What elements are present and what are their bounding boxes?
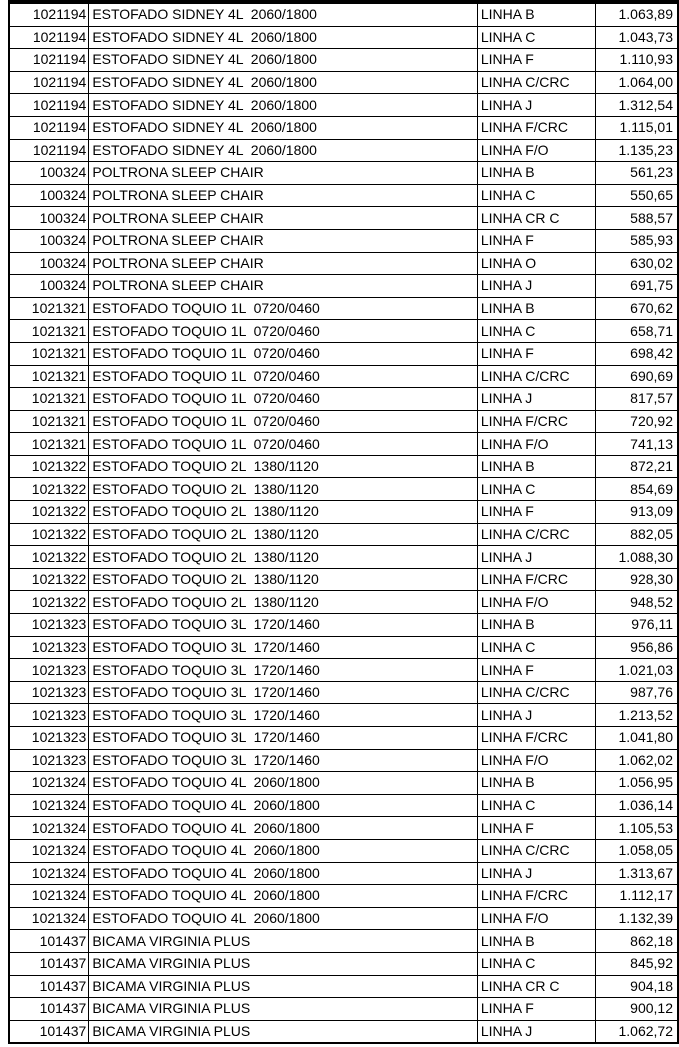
product-code-cell[interactable]: 1021194	[9, 71, 89, 94]
product-line-cell[interactable]: LINHA C	[477, 320, 595, 343]
price-cell[interactable]: 1.088,30	[595, 546, 678, 569]
product-code-cell[interactable]: 1021322	[9, 546, 89, 569]
product-description-cell[interactable]: ESTOFADO TOQUIO 2L 1380/1120	[89, 546, 478, 569]
table-row[interactable]	[9, 704, 678, 727]
product-description-cell[interactable]: ESTOFADO TOQUIO 1L 0720/0460	[89, 320, 478, 343]
product-code-cell[interactable]: 1021323	[9, 704, 89, 727]
price-cell[interactable]: 913,09	[595, 501, 678, 524]
product-line-cell[interactable]: LINHA F	[477, 659, 595, 682]
product-line-cell[interactable]: LINHA J	[477, 388, 595, 411]
product-line-cell[interactable]: LINHA C/CRC	[477, 681, 595, 704]
product-code-cell[interactable]: 1021324	[9, 839, 89, 862]
price-cell[interactable]: 658,71	[595, 320, 678, 343]
product-line-cell[interactable]: LINHA C	[477, 184, 595, 207]
product-description-cell[interactable]: ESTOFADO TOQUIO 4L 2060/1800	[89, 907, 478, 930]
table-row[interactable]	[9, 162, 678, 185]
table-row[interactable]	[9, 478, 678, 501]
product-description-cell[interactable]: ESTOFADO TOQUIO 3L 1720/1460	[89, 659, 478, 682]
product-description-cell[interactable]: ESTOFADO TOQUIO 1L 0720/0460	[89, 388, 478, 411]
product-code-cell[interactable]: 100324	[9, 275, 89, 298]
product-line-cell[interactable]: LINHA C/CRC	[477, 71, 595, 94]
product-description-cell[interactable]: ESTOFADO TOQUIO 1L 0720/0460	[89, 342, 478, 365]
product-line-cell[interactable]: LINHA C	[477, 26, 595, 49]
table-row[interactable]	[9, 94, 678, 117]
product-description-cell[interactable]: ESTOFADO TOQUIO 3L 1720/1460	[89, 681, 478, 704]
price-cell[interactable]: 1.312,54	[595, 94, 678, 117]
product-code-cell[interactable]: 101437	[9, 975, 89, 998]
product-line-cell[interactable]: LINHA F	[477, 49, 595, 72]
price-cell[interactable]: 987,76	[595, 681, 678, 704]
price-cell[interactable]: 976,11	[595, 614, 678, 637]
product-description-cell[interactable]: ESTOFADO SIDNEY 4L 2060/1800	[89, 71, 478, 94]
product-description-cell[interactable]: ESTOFADO SIDNEY 4L 2060/1800	[89, 139, 478, 162]
table-row[interactable]	[9, 365, 678, 388]
product-code-cell[interactable]: 1021322	[9, 478, 89, 501]
table-row[interactable]	[9, 229, 678, 252]
price-table	[8, 3, 679, 1044]
price-cell[interactable]: 1.115,01	[595, 116, 678, 139]
product-code-cell[interactable]: 1021321	[9, 388, 89, 411]
product-line-cell[interactable]: LINHA J	[477, 862, 595, 885]
product-line-cell[interactable]: LINHA B	[477, 614, 595, 637]
product-line-cell[interactable]: LINHA J	[477, 1020, 595, 1043]
product-code-cell[interactable]: 1021323	[9, 727, 89, 750]
price-cell[interactable]: 690,69	[595, 365, 678, 388]
product-line-cell[interactable]: LINHA C/CRC	[477, 523, 595, 546]
product-line-cell[interactable]: LINHA F	[477, 998, 595, 1021]
product-code-cell[interactable]: 1021194	[9, 94, 89, 117]
product-code-cell[interactable]: 1021323	[9, 681, 89, 704]
table-row[interactable]	[9, 523, 678, 546]
table-row[interactable]	[9, 727, 678, 750]
product-description-cell[interactable]: ESTOFADO TOQUIO 2L 1380/1120	[89, 591, 478, 614]
price-cell[interactable]: 948,52	[595, 591, 678, 614]
product-description-cell[interactable]: ESTOFADO TOQUIO 4L 2060/1800	[89, 817, 478, 840]
table-row[interactable]	[9, 342, 678, 365]
price-cell[interactable]: 1.135,23	[595, 139, 678, 162]
product-code-cell[interactable]: 100324	[9, 184, 89, 207]
product-line-cell[interactable]: LINHA O	[477, 252, 595, 275]
price-cell[interactable]: 1.112,17	[595, 885, 678, 908]
product-description-cell[interactable]: ESTOFADO TOQUIO 2L 1380/1120	[89, 523, 478, 546]
table-row[interactable]	[9, 49, 678, 72]
table-row[interactable]	[9, 388, 678, 411]
product-code-cell[interactable]: 1021322	[9, 523, 89, 546]
table-row[interactable]	[9, 410, 678, 433]
product-line-cell[interactable]: LINHA B	[477, 930, 595, 953]
product-description-cell[interactable]: ESTOFADO TOQUIO 3L 1720/1460	[89, 614, 478, 637]
price-cell[interactable]: 1.105,53	[595, 817, 678, 840]
price-cell[interactable]: 1.041,80	[595, 727, 678, 750]
product-description-cell[interactable]: ESTOFADO TOQUIO 3L 1720/1460	[89, 636, 478, 659]
product-line-cell[interactable]: LINHA F/O	[477, 591, 595, 614]
product-description-cell[interactable]: ESTOFADO TOQUIO 3L 1720/1460	[89, 704, 478, 727]
table-row[interactable]	[9, 252, 678, 275]
product-code-cell[interactable]: 100324	[9, 162, 89, 185]
product-line-cell[interactable]: LINHA F	[477, 817, 595, 840]
product-line-cell[interactable]: LINHA C/CRC	[477, 365, 595, 388]
product-description-cell[interactable]: ESTOFADO SIDNEY 4L 2060/1800	[89, 49, 478, 72]
product-description-cell[interactable]: POLTRONA SLEEP CHAIR	[89, 184, 478, 207]
price-cell[interactable]: 845,92	[595, 952, 678, 975]
price-cell[interactable]: 720,92	[595, 410, 678, 433]
product-description-cell[interactable]: ESTOFADO TOQUIO 4L 2060/1800	[89, 885, 478, 908]
table-row[interactable]	[9, 930, 678, 953]
product-code-cell[interactable]: 1021324	[9, 907, 89, 930]
price-cell[interactable]: 588,57	[595, 207, 678, 230]
table-row[interactable]	[9, 772, 678, 795]
product-code-cell[interactable]: 1021194	[9, 4, 89, 27]
table-row[interactable]	[9, 862, 678, 885]
product-code-cell[interactable]: 1021321	[9, 297, 89, 320]
product-line-cell[interactable]: LINHA F	[477, 501, 595, 524]
product-description-cell[interactable]: BICAMA VIRGINIA PLUS	[89, 952, 478, 975]
table-row[interactable]	[9, 455, 678, 478]
table-row[interactable]	[9, 614, 678, 637]
price-cell[interactable]: 904,18	[595, 975, 678, 998]
product-description-cell[interactable]: BICAMA VIRGINIA PLUS	[89, 998, 478, 1021]
product-description-cell[interactable]: ESTOFADO SIDNEY 4L 2060/1800	[89, 4, 478, 27]
price-cell[interactable]: 1.021,03	[595, 659, 678, 682]
product-description-cell[interactable]: POLTRONA SLEEP CHAIR	[89, 162, 478, 185]
product-code-cell[interactable]: 101437	[9, 1020, 89, 1043]
table-row[interactable]	[9, 975, 678, 998]
table-row[interactable]	[9, 659, 678, 682]
product-description-cell[interactable]: ESTOFADO TOQUIO 3L 1720/1460	[89, 727, 478, 750]
product-code-cell[interactable]: 1021194	[9, 139, 89, 162]
product-line-cell[interactable]: LINHA F/CRC	[477, 410, 595, 433]
table-row[interactable]	[9, 320, 678, 343]
price-cell[interactable]: 1.058,05	[595, 839, 678, 862]
product-line-cell[interactable]: LINHA C	[477, 636, 595, 659]
product-description-cell[interactable]: POLTRONA SLEEP CHAIR	[89, 229, 478, 252]
table-row[interactable]	[9, 817, 678, 840]
table-row[interactable]	[9, 591, 678, 614]
product-line-cell[interactable]: LINHA B	[477, 297, 595, 320]
product-description-cell[interactable]: POLTRONA SLEEP CHAIR	[89, 252, 478, 275]
product-code-cell[interactable]: 1021321	[9, 320, 89, 343]
table-row[interactable]	[9, 885, 678, 908]
price-cell[interactable]: 1.213,52	[595, 704, 678, 727]
product-description-cell[interactable]: ESTOFADO SIDNEY 4L 2060/1800	[89, 26, 478, 49]
table-row[interactable]	[9, 297, 678, 320]
product-line-cell[interactable]: LINHA F/CRC	[477, 727, 595, 750]
product-description-cell[interactable]: ESTOFADO TOQUIO 1L 0720/0460	[89, 297, 478, 320]
product-description-cell[interactable]: BICAMA VIRGINIA PLUS	[89, 975, 478, 998]
product-code-cell[interactable]: 1021322	[9, 455, 89, 478]
price-cell[interactable]: 1.063,89	[595, 4, 678, 27]
product-description-cell[interactable]: ESTOFADO TOQUIO 4L 2060/1800	[89, 772, 478, 795]
product-line-cell[interactable]: LINHA F/CRC	[477, 885, 595, 908]
product-description-cell[interactable]: ESTOFADO TOQUIO 3L 1720/1460	[89, 749, 478, 772]
table-row[interactable]	[9, 139, 678, 162]
price-cell[interactable]: 1.062,72	[595, 1020, 678, 1043]
table-row[interactable]	[9, 907, 678, 930]
product-description-cell[interactable]: ESTOFADO TOQUIO 2L 1380/1120	[89, 568, 478, 591]
table-row[interactable]	[9, 998, 678, 1021]
price-cell[interactable]: 630,02	[595, 252, 678, 275]
product-description-cell[interactable]: ESTOFADO TOQUIO 1L 0720/0460	[89, 410, 478, 433]
product-line-cell[interactable]: LINHA F/O	[477, 749, 595, 772]
product-code-cell[interactable]: 1021322	[9, 591, 89, 614]
price-cell[interactable]: 1.062,02	[595, 749, 678, 772]
price-cell[interactable]: 1.313,67	[595, 862, 678, 885]
product-line-cell[interactable]: LINHA CR C	[477, 975, 595, 998]
product-code-cell[interactable]: 1021194	[9, 116, 89, 139]
product-line-cell[interactable]: LINHA J	[477, 275, 595, 298]
table-row[interactable]	[9, 1020, 678, 1043]
product-description-cell[interactable]: ESTOFADO SIDNEY 4L 2060/1800	[89, 94, 478, 117]
price-cell[interactable]: 1.132,39	[595, 907, 678, 930]
product-description-cell[interactable]: ESTOFADO TOQUIO 4L 2060/1800	[89, 839, 478, 862]
product-line-cell[interactable]: LINHA J	[477, 94, 595, 117]
product-code-cell[interactable]: 1021323	[9, 659, 89, 682]
table-row[interactable]	[9, 952, 678, 975]
product-line-cell[interactable]: LINHA C/CRC	[477, 839, 595, 862]
table-row[interactable]	[9, 433, 678, 456]
product-description-cell[interactable]: ESTOFADO TOQUIO 2L 1380/1120	[89, 478, 478, 501]
product-description-cell[interactable]: ESTOFADO TOQUIO 4L 2060/1800	[89, 862, 478, 885]
product-description-cell[interactable]: ESTOFADO TOQUIO 4L 2060/1800	[89, 794, 478, 817]
product-line-cell[interactable]: LINHA F/O	[477, 433, 595, 456]
price-cell[interactable]: 817,57	[595, 388, 678, 411]
product-code-cell[interactable]: 1021324	[9, 817, 89, 840]
table-row[interactable]	[9, 636, 678, 659]
price-cell[interactable]: 862,18	[595, 930, 678, 953]
product-description-cell[interactable]: ESTOFADO TOQUIO 2L 1380/1120	[89, 501, 478, 524]
table-row[interactable]	[9, 794, 678, 817]
product-description-cell[interactable]: ESTOFADO SIDNEY 4L 2060/1800	[89, 116, 478, 139]
product-line-cell[interactable]: LINHA F	[477, 342, 595, 365]
price-table-body	[9, 4, 678, 1044]
price-cell[interactable]: 698,42	[595, 342, 678, 365]
price-cell[interactable]: 1.110,93	[595, 49, 678, 72]
price-cell[interactable]: 585,93	[595, 229, 678, 252]
product-code-cell[interactable]: 101437	[9, 998, 89, 1021]
price-cell[interactable]: 561,23	[595, 162, 678, 185]
product-line-cell[interactable]: LINHA C	[477, 478, 595, 501]
table-row[interactable]	[9, 184, 678, 207]
table-row[interactable]	[9, 501, 678, 524]
product-line-cell[interactable]: LINHA J	[477, 546, 595, 569]
product-description-cell[interactable]: ESTOFADO TOQUIO 1L 0720/0460	[89, 365, 478, 388]
product-code-cell[interactable]: 1021321	[9, 342, 89, 365]
price-cell[interactable]: 1.036,14	[595, 794, 678, 817]
table-row[interactable]	[9, 839, 678, 862]
price-cell[interactable]: 1.064,00	[595, 71, 678, 94]
product-code-cell[interactable]: 1021323	[9, 636, 89, 659]
product-code-cell[interactable]: 1021194	[9, 26, 89, 49]
product-description-cell[interactable]: POLTRONA SLEEP CHAIR	[89, 207, 478, 230]
product-code-cell[interactable]: 1021321	[9, 365, 89, 388]
product-line-cell[interactable]: LINHA F/O	[477, 139, 595, 162]
product-code-cell[interactable]: 1021321	[9, 410, 89, 433]
price-cell[interactable]: 882,05	[595, 523, 678, 546]
table-row[interactable]	[9, 681, 678, 704]
table-row[interactable]	[9, 4, 678, 27]
product-code-cell[interactable]: 1021324	[9, 772, 89, 795]
price-cell[interactable]: 1.043,73	[595, 26, 678, 49]
product-description-cell[interactable]: POLTRONA SLEEP CHAIR	[89, 275, 478, 298]
product-line-cell[interactable]: LINHA F/CRC	[477, 568, 595, 591]
product-code-cell[interactable]: 1021322	[9, 501, 89, 524]
product-code-cell[interactable]: 1021324	[9, 794, 89, 817]
product-line-cell[interactable]: LINHA C	[477, 794, 595, 817]
product-code-cell[interactable]: 101437	[9, 952, 89, 975]
table-row[interactable]	[9, 749, 678, 772]
product-line-cell[interactable]: LINHA C	[477, 952, 595, 975]
price-cell[interactable]: 1.056,95	[595, 772, 678, 795]
product-line-cell[interactable]: LINHA F/O	[477, 907, 595, 930]
product-code-cell[interactable]: 1021324	[9, 862, 89, 885]
product-code-cell[interactable]: 100324	[9, 229, 89, 252]
product-code-cell[interactable]: 1021323	[9, 614, 89, 637]
product-description-cell[interactable]: ESTOFADO TOQUIO 1L 0720/0460	[89, 433, 478, 456]
price-cell[interactable]: 741,13	[595, 433, 678, 456]
product-line-cell[interactable]: LINHA B	[477, 772, 595, 795]
product-code-cell[interactable]: 1021194	[9, 49, 89, 72]
product-line-cell[interactable]: LINHA CR C	[477, 207, 595, 230]
product-line-cell[interactable]: LINHA B	[477, 455, 595, 478]
price-cell[interactable]: 550,65	[595, 184, 678, 207]
product-code-cell[interactable]: 100324	[9, 207, 89, 230]
table-row[interactable]	[9, 116, 678, 139]
table-row[interactable]	[9, 546, 678, 569]
price-cell[interactable]: 854,69	[595, 478, 678, 501]
product-description-cell[interactable]: ESTOFADO TOQUIO 2L 1380/1120	[89, 455, 478, 478]
product-line-cell[interactable]: LINHA F/CRC	[477, 116, 595, 139]
product-line-cell[interactable]: LINHA J	[477, 704, 595, 727]
product-description-cell[interactable]: BICAMA VIRGINIA PLUS	[89, 930, 478, 953]
product-code-cell[interactable]: 1021323	[9, 749, 89, 772]
product-description-cell[interactable]: BICAMA VIRGINIA PLUS	[89, 1020, 478, 1043]
product-line-cell[interactable]: LINHA F	[477, 229, 595, 252]
price-cell[interactable]: 928,30	[595, 568, 678, 591]
product-code-cell[interactable]: 101437	[9, 930, 89, 953]
product-code-cell[interactable]: 1021322	[9, 568, 89, 591]
product-line-cell[interactable]: LINHA B	[477, 4, 595, 27]
price-cell[interactable]: 900,12	[595, 998, 678, 1021]
product-line-cell[interactable]: LINHA B	[477, 162, 595, 185]
product-code-cell[interactable]: 1021321	[9, 433, 89, 456]
price-cell[interactable]: 691,75	[595, 275, 678, 298]
product-code-cell[interactable]: 1021324	[9, 885, 89, 908]
price-cell[interactable]: 956,86	[595, 636, 678, 659]
table-row[interactable]	[9, 207, 678, 230]
price-cell[interactable]: 872,21	[595, 455, 678, 478]
table-row[interactable]	[9, 71, 678, 94]
table-row[interactable]	[9, 275, 678, 298]
table-row[interactable]	[9, 568, 678, 591]
price-cell[interactable]: 670,62	[595, 297, 678, 320]
product-code-cell[interactable]: 100324	[9, 252, 89, 275]
table-row[interactable]	[9, 26, 678, 49]
